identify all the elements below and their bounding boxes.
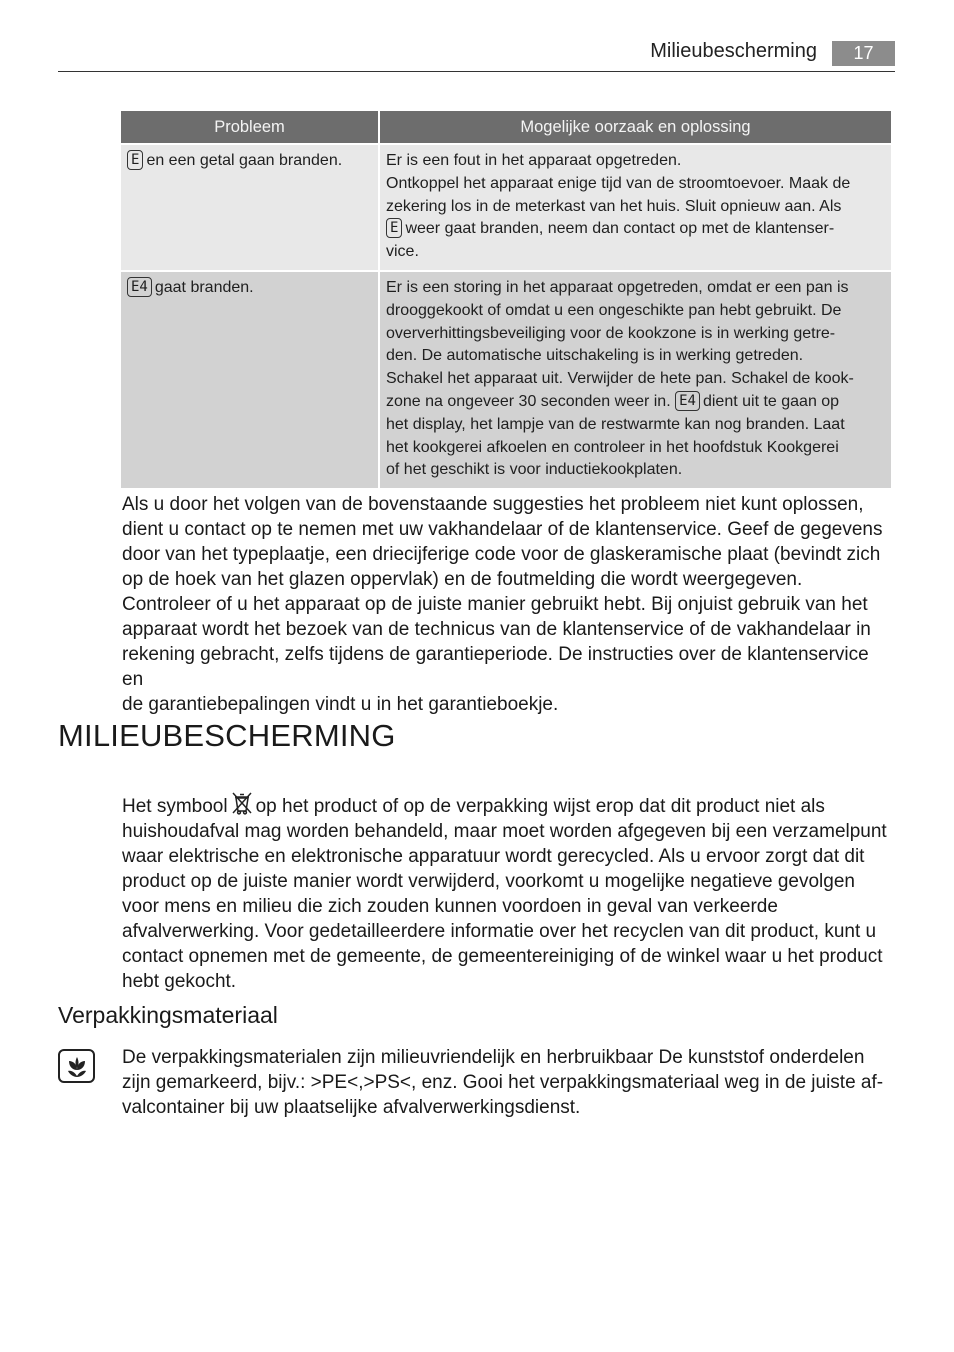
service-paragraph <box>122 492 894 717</box>
solution-line: Er is een storing in het apparaat opgetreden, omdat er een pan is <box>386 278 849 296</box>
environment-paragraph <box>122 791 894 994</box>
solution-line: den. De automatische uitschakeling is in werking getreden. <box>386 347 804 365</box>
column-header-solution: Mogelijke oorzaak en oplossing <box>380 111 891 143</box>
table-row <box>121 145 891 270</box>
paragraph-text: op het product of op de verpakking wijst erop dat dit product niet als <box>255 796 825 817</box>
crossed-bin-icon <box>231 791 253 815</box>
solution-line: vice. <box>386 243 419 261</box>
paragraph-line: contact opnemen met de gemeente, de gemeentereiniging of de winkel waar u het product <box>122 946 883 967</box>
solution-line: of het geschikt is voor inductiekookplaten. <box>386 461 683 479</box>
column-header-problem: Probleem <box>121 111 378 143</box>
paragraph-line: huishoudafval mag worden behandeld, maar moet worden afgegeven bij een verzamelpunt <box>122 821 887 842</box>
paragraph-line: Als u door het volgen van de bovenstaande suggesties het probleem niet kunt oplossen, <box>122 494 864 515</box>
paragraph-line: op de hoek van het glazen oppervlak) en de foutmelding die wordt weergegeven. <box>122 569 803 590</box>
solution-line: zekering los in de meterkast van het huis. Sluit opnieuw aan. Als <box>386 197 842 215</box>
paragraph-line: valcontainer bij uw plaatselijke afvalverwerkingsdienst. <box>122 1097 581 1118</box>
solution-text: dient uit te gaan op <box>702 392 840 410</box>
solution-line: oververhittingsbeveiliging voor de kookzone is in werking getre- <box>386 324 836 342</box>
paragraph-line: apparaat wordt het bezoek van de technicus van de klantenservice of de vakhandelaar in <box>122 619 871 640</box>
paragraph-line: dient u contact op te nemen met uw vakhandelaar of de klantenservice. Geef de gegevens <box>122 519 883 540</box>
paragraph-line: hebt gekocht. <box>122 971 237 992</box>
packaging-paragraph <box>122 1045 894 1120</box>
paragraph-line: afvalverwerking. Voor gedetailleerdere informatie over het recyclen van dit product, kunt u <box>122 921 877 942</box>
error-code-box: E <box>127 150 143 170</box>
page-header <box>58 38 895 72</box>
paragraph-line: door van het typeplaatje, een driecijferige code voor de glaskeramische plaat (bevindt zich <box>122 544 881 565</box>
solution-cell <box>380 272 891 488</box>
subsection-title: Verpakkingsmateriaal <box>58 1002 278 1028</box>
solution-text: zone na ongeveer 30 seconden weer in. <box>386 392 671 410</box>
solution-line <box>386 391 885 414</box>
paragraph-line: De verpakkingsmaterialen zijn milieuvriendelijk en herbruikbaar De kunststof onderdelen <box>122 1047 865 1068</box>
header-title: Milieubescherming <box>650 40 817 62</box>
section-title: MILIEUBESCHERMING <box>58 718 396 753</box>
problem-cell <box>121 272 378 488</box>
paragraph-text: Het symbool <box>122 796 228 817</box>
troubleshooting-table <box>119 109 893 490</box>
paragraph-line: rekening gebracht, zelfs tijdens de garantieperiode. De instructies over de klantenservice en <box>122 644 869 690</box>
problem-text: en een getal gaan branden. <box>146 152 343 169</box>
solution-line: Schakel het apparaat uit. Verwijder de hete pan. Schakel de kook- <box>386 370 854 388</box>
solution-line <box>386 218 885 241</box>
table-header-row <box>121 111 891 143</box>
solution-line: drooggekookt of omdat u een ongeschikte pan hebt gebruikt. De <box>386 301 842 319</box>
paragraph-line <box>122 791 894 819</box>
paragraph-line: Controleer of u het apparaat op de juiste manier gebruikt hebt. Bij onjuist gebruik van het <box>122 594 868 615</box>
problem-text: gaat branden. <box>154 278 254 296</box>
solution-cell <box>380 145 891 270</box>
problem-cell <box>121 145 378 270</box>
paragraph-line: de garantiebepalingen vindt u in het garantieboekje. <box>122 694 559 715</box>
environment-leaf-icon <box>58 1049 95 1083</box>
table-row <box>121 272 891 488</box>
page-number: 17 <box>832 41 895 66</box>
solution-line: Er is een fout in het apparaat opgetreden. <box>386 152 682 169</box>
solution-line: het display, het lampje van de restwarmte kan nog branden. Laat <box>386 415 845 433</box>
error-code-box: E <box>386 218 402 238</box>
solution-line: Ontkoppel het apparaat enige tijd van de stroomtoevoer. Maak de <box>386 174 851 192</box>
error-code-box: E4 <box>675 391 700 411</box>
solution-line: het kookgerei afkoelen en controleer in het hoofdstuk Kookgerei <box>386 438 839 456</box>
paragraph-line: product op de juiste manier wordt verwijderd, voorkomt u mogelijke negatieve gevolgen <box>122 871 855 892</box>
error-code-box: E4 <box>127 277 152 297</box>
paragraph-line: voor mens en milieu die zich zouden kunnen voordoen in geval van verkeerde <box>122 896 778 917</box>
solution-text: weer gaat branden, neem dan contact op met de klantenser- <box>405 220 835 238</box>
paragraph-line: waar elektrische en elektronische apparatuur wordt gerecycled. Als u ervoor zorgt dat dit <box>122 846 865 867</box>
paragraph-line: zijn gemarkeerd, bijv.: >PE<,>PS<, enz. Gooi het verpakkingsmateriaal weg in de juiste af- <box>122 1072 884 1093</box>
